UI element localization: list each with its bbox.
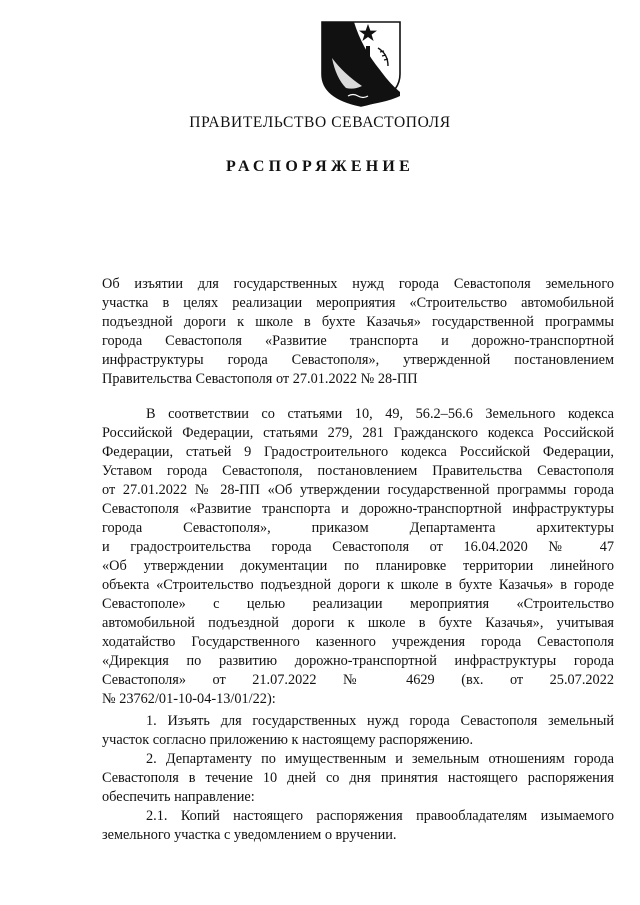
preamble-line: Федерации, статьей 9 Градостроительного кодекса Российской Федерации, xyxy=(102,444,614,460)
preamble-line: В соответствии со статьями 10, 49, 56.2–56.6 Земельного кодекса xyxy=(146,406,614,422)
preamble-line: «Об утверждении документации по планировке территории линейного xyxy=(102,558,614,574)
subject-line: участка в целях реализации мероприятия «Строительство автомобильной xyxy=(102,295,614,311)
preamble-line: объекта «Строительство подъездной дороги к школе в бухте Казачья» в городе xyxy=(102,577,614,593)
point-line: Севастополя в течение 10 дней со дня принятия настоящего распоряжения xyxy=(102,770,614,786)
subject-line: Правительства Севастополя от 27.01.2022 № 28-ПП xyxy=(102,371,418,387)
subject-line: Об изъятии для государственных нужд города Севастополя земельного xyxy=(102,276,614,292)
point-line: земельного участка с уведомлением о вручении. xyxy=(102,827,397,843)
organization-title: ПРАВИТЕЛЬСТВО СЕВАСТОПОЛЯ xyxy=(189,114,451,131)
document-subject xyxy=(102,275,614,389)
preamble-line: № 23762/01-10-04-13/01/22): xyxy=(102,691,276,707)
preamble-line: города Севастополя», приказом Департамента архитектуры xyxy=(102,520,614,536)
preamble-line: ходатайство Государственного казенного учреждения города Севастополя xyxy=(102,634,614,650)
point-line: обеспечить направление: xyxy=(102,789,255,805)
preamble-line: Севастополя» от 21.07.2022 № 4629 (вх. от 25.07.2022 xyxy=(102,672,614,688)
sevastopol-coat-of-arms-icon xyxy=(318,18,404,108)
preamble-line: автомобильной подъездной дороги к школе в бухте Казачья», учитывая xyxy=(102,615,614,631)
preamble-line: Севастополе» с целью реализации мероприятия «Строительство xyxy=(102,596,614,612)
subject-line: инфраструктуры города Севастополя», утвержденной постановлением xyxy=(102,352,614,368)
preamble-line: и градостроительства города Севастополя от 16.04.2020 № 47 xyxy=(102,539,614,555)
preamble-line: Российской Федерации, статьями 279, 281 Гражданского кодекса Российской xyxy=(102,425,614,441)
point-line: 2.1. Копий настоящего распоряжения правообладателям изымаемого xyxy=(146,808,614,824)
point-line: 1. Изъять для государственных нужд города Севастополя земельный xyxy=(146,713,614,729)
document-type-title: РАСПОРЯЖЕНИЕ xyxy=(226,158,414,175)
subject-line: подъездной дороги к школе в бухте Казачья» государственной программы xyxy=(102,314,614,330)
preamble-line: от 27.01.2022 № 28-ПП «Об утверждении государственной программы города xyxy=(102,482,614,498)
document-preamble xyxy=(102,405,614,709)
document-points xyxy=(102,712,614,845)
preamble-line: Уставом города Севастополя, постановлением Правительства Севастополя xyxy=(102,463,614,479)
preamble-line: «Дирекция по развитию дорожно-транспортной инфраструктуры города xyxy=(102,653,614,669)
preamble-line: Севастополя «Развитие транспорта и дорожно-транспортной инфраструктуры xyxy=(102,501,614,517)
subject-line: города Севастополя «Развитие транспорта и дорожно-транспортной xyxy=(102,333,614,349)
point-line: участок согласно приложению к настоящему распоряжению. xyxy=(102,732,474,748)
point-line: 2. Департаменту по имущественным и земельным отношениям города xyxy=(146,751,614,767)
